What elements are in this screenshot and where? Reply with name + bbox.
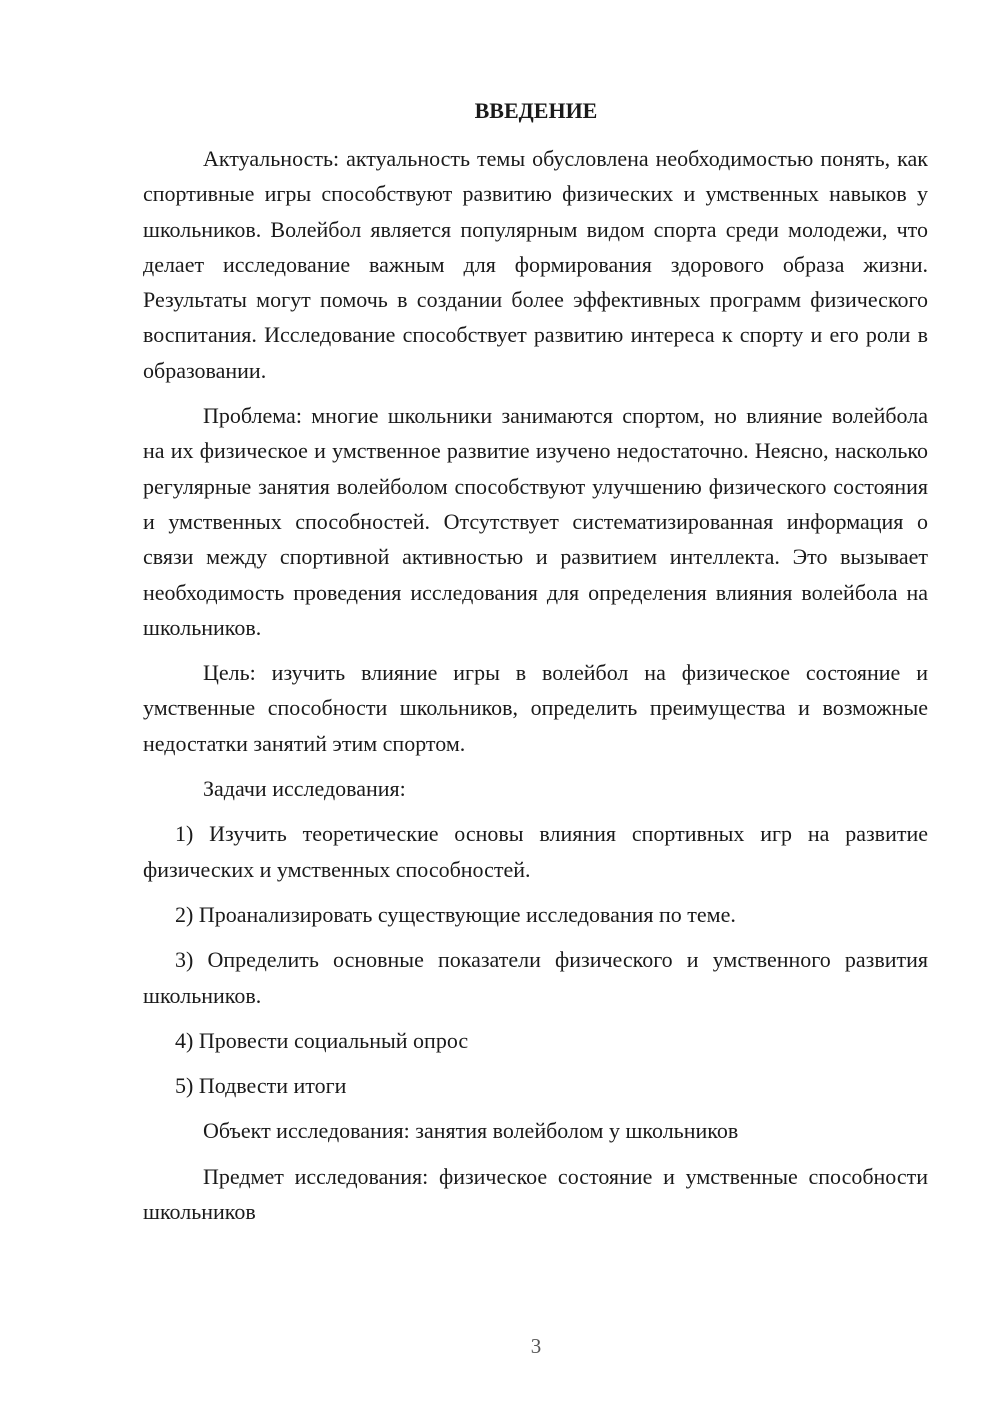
paragraph-goal: Цель: изучить влияние игры в волейбол на физическое состояние и умственные способности школьников, определить преимущества и возможные недостатки занятий этим спортом. (143, 660, 928, 756)
list-item-task-1: 1) Изучить теоретические основы влияния спортивных игр на развитие физических и умственных способностей. (143, 821, 928, 882)
page-number: 3 (530, 1334, 542, 1358)
paragraph-object: Объект исследования: занятия волейболом у школьников (203, 1118, 739, 1144)
list-item-task-4: 4) Провести социальный опрос (175, 1027, 469, 1053)
document-body (143, 141, 928, 1229)
paragraph-tasks-heading: Задачи исследования: (203, 776, 406, 802)
paragraph-problem: Проблема: многие школьники занимаются спортом, но влияние волейбола на их физическое и умственное развитие изучено недостаточно. Неясно, насколько регулярные занятия волейболом способствуют улучшению физического состояния и умственных способностей. Отсутствует систематизированная информация о связи между спортивной активностью и развитием интеллекта. Это вызывает необходимость проведения исследования для определения влияния волейбола на школьников. (143, 403, 928, 640)
paragraph-relevance: Актуальность: актуальность темы обусловлена необходимостью понять, как спортивные игры способствуют развитию физических и умственных навыков у школьников. Волейбол является популярным видом спорта среди молодежи, что делает исследование важным для формирования здорового образа жизни. Результаты могут помочь в создании более эффективных программ физического воспитания. Исследование способствует развитию интереса к спорту и его роли в образовании. (143, 146, 928, 383)
list-item-task-2: 2) Проанализировать существующие исследования по теме. (175, 901, 736, 927)
page-title: ВВЕДЕНИЕ (474, 98, 598, 123)
list-item-task-3: 3) Определить основные показатели физического и умственного развития школьников. (143, 947, 928, 1008)
list-item-task-5: 5) Подвести итоги (175, 1073, 347, 1099)
paragraph-subject: Предмет исследования: физическое состояние и умственные способности школьников (143, 1163, 928, 1225)
